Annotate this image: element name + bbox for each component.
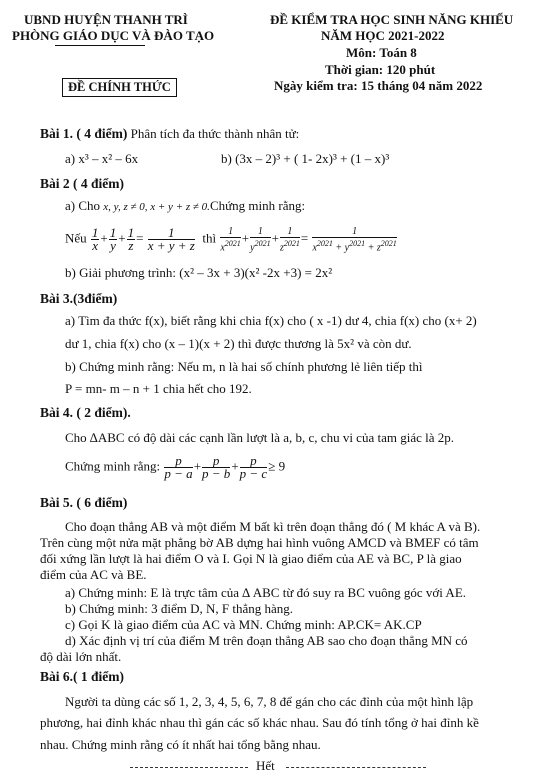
bai5-part-b: b) Chứng minh: 3 điểm D, N, F thẳng hàng.	[65, 601, 294, 616]
bai1-title: Bài 1. ( 4 điểm)	[40, 126, 128, 141]
bai4-line2: Chứng minh rằng: $\frac{p}{p - a}$ + $\frac{p}{p - b}$ + $\frac{p}{p - c}$ ≥ 9	[65, 453, 286, 481]
bai2-a-post: Chứng minh rằng:	[209, 198, 306, 213]
bai2-a-pre: a) Cho	[65, 198, 104, 213]
frac-1-z2021: $\frac{1}{z^{2021}}$	[279, 226, 300, 254]
school-year: NĂM HỌC 2021-2022	[321, 28, 445, 43]
bai5-p3: đối xứng lần lượt là hai điểm O và I. Gọi N là giao điểm của AE và BC, P là giao	[40, 551, 462, 566]
bai4-title: Bài 4. ( 2 điểm).	[40, 405, 131, 420]
bai4-prove: Chứng minh rằng:	[65, 458, 161, 474]
bai2-equation: Nếu $\frac{1}{x}$ + $\frac{1}{y}$ + $\frac{1}{z}$ = $\frac{1}{x + y + z}$ thì $\frac{1}{x^{2021}}$ + $\frac{1}{y^{2021}}$ + $\frac{1}{z^{2021}}$ = $\frac{1}{x^{2021} + y^{2021} + z^{2021}}$	[65, 225, 397, 254]
bai1-part-a: a) x³ – x² – 6x	[65, 151, 139, 166]
footer-rule-left	[130, 767, 248, 768]
bai4-line1: Cho ∆ABC có độ dài các cạnh lần lượt là a, b, c, chu vi của tam giác là 2p.	[65, 430, 455, 445]
bai3-b-line2: P = mn- m – n + 1 chia hết cho 192.	[65, 381, 252, 396]
frac-1-y2021: $\frac{1}{y^{2021}}$	[250, 226, 271, 254]
bai2-a-cond: x, y, z ≠ 0, x + y + z ≠ 0.	[103, 201, 210, 213]
frac-1-z: $\frac{1}{z}$	[127, 225, 135, 254]
frac-1-x2021: $\frac{1}{x^{2021}}$	[220, 226, 241, 254]
bai2-part-a	[65, 198, 305, 214]
bai5-p2: Trên cùng một nửa mặt phẳng bờ AB dựng hai hình vuông AMCD và BMEF có tâm	[40, 535, 479, 550]
bai3-b-line1: b) Chứng minh rằng: Nếu m, n là hai số chính phương lẻ liên tiếp thì	[65, 359, 423, 374]
bai2-neu: Nếu	[65, 230, 87, 246]
bai4-ge: ≥ 9	[268, 458, 286, 474]
bai2-part-b: b) Giải phương trình: (x² – 3x + 3)(x² -2x +3) = 2x²	[65, 265, 333, 280]
bai2-title: Bài 2 ( 4 điểm)	[40, 176, 124, 191]
bai1-prompt: Phân tích đa thức thành nhân tử:	[127, 126, 300, 141]
frac-1-xyz: $\frac{1}{x + y + z}$	[147, 225, 195, 254]
frac-1-x: $\frac{1}{x}$	[91, 225, 99, 254]
frac-p-pb: $\frac{p}{p - b}$	[202, 453, 231, 481]
frac-p-pa: $\frac{p}{p - a}$	[164, 453, 193, 481]
exam-date: Ngày kiểm tra: 15 tháng 04 năm 2022	[274, 78, 483, 93]
bai5-part-d1: d) Xác định vị trí của điểm M trên đoạn thẳng AB sao cho đoạn thẳng MN có	[65, 633, 468, 648]
subject: Môn: Toán 8	[346, 45, 417, 60]
bai2-thi: thì	[202, 230, 217, 246]
bai5-title: Bài 5. ( 6 điểm)	[40, 495, 128, 510]
bai3-a-line2: dư 1, chia f(x) cho (x – 1)(x + 2) thì được thương là 5x² và còn dư.	[65, 336, 412, 351]
frac-1-sum2021: $\frac{1}{x^{2021} + y^{2021} + z^{2021}}$	[312, 226, 397, 254]
footer-text: Hết	[256, 758, 275, 773]
bai6-title: Bài 6.( 1 điểm)	[40, 669, 124, 684]
bai5-p4: điểm của AC và BE.	[40, 567, 147, 582]
bai5-part-a: a) Chứng minh: E là trực tâm của ∆ ABC từ đó suy ra BC vuông góc với AE.	[65, 585, 467, 600]
header-underline	[55, 45, 145, 46]
official-label: ĐỀ CHÍNH THỨC	[62, 78, 177, 97]
bai1-part-b: b) (3x – 2)³ + ( 1- 2x)³ + (1 – x)³	[221, 151, 390, 166]
bai3-title: Bài 3.(3điểm)	[40, 291, 118, 306]
footer-rule-right	[286, 767, 426, 768]
bai5-part-d2: độ dài lớn nhất.	[40, 649, 122, 664]
bai6-p1: Người ta dùng các số 1, 2, 3, 4, 5, 6, 7, 8 để gán cho các đỉnh của một hình lập	[65, 694, 474, 709]
exam-title: ĐỀ KIỂM TRA HỌC SINH NĂNG KHIẾU	[270, 12, 514, 27]
bai6-p3: nhau. Chứng minh rằng có ít nhất hai tổng bằng nhau.	[40, 737, 321, 752]
org-line-1: UBND HUYỆN THANH TRÌ	[24, 12, 188, 27]
bai3-a-line1: a) Tìm đa thức f(x), biết rằng khi chia f(x) cho ( x -1) dư 4, chia f(x) cho (x+ 2)	[65, 313, 477, 328]
frac-p-pc: $\frac{p}{p - c}$	[239, 453, 268, 481]
bai5-part-c: c) Gọi K là giao điểm của AC và MN. Chứng minh: AP.CK= AK.CP	[65, 617, 422, 632]
org-line-2: PHÒNG GIÁO DỤC VÀ ĐÀO TẠO	[12, 28, 215, 43]
frac-1-y: $\frac{1}{y}$	[109, 225, 117, 254]
duration: Thời gian: 120 phút	[325, 62, 436, 77]
bai6-p2: phương, hai đỉnh khác nhau thì gán các số khác nhau. Sau đó tính tổng ở hai đỉnh kề	[40, 715, 479, 730]
bai1-heading	[40, 126, 299, 142]
bai5-p1: Cho đoạn thẳng AB và một điểm M bất kì trên đoạn thẳng đó ( M khác A và B).	[65, 519, 481, 534]
